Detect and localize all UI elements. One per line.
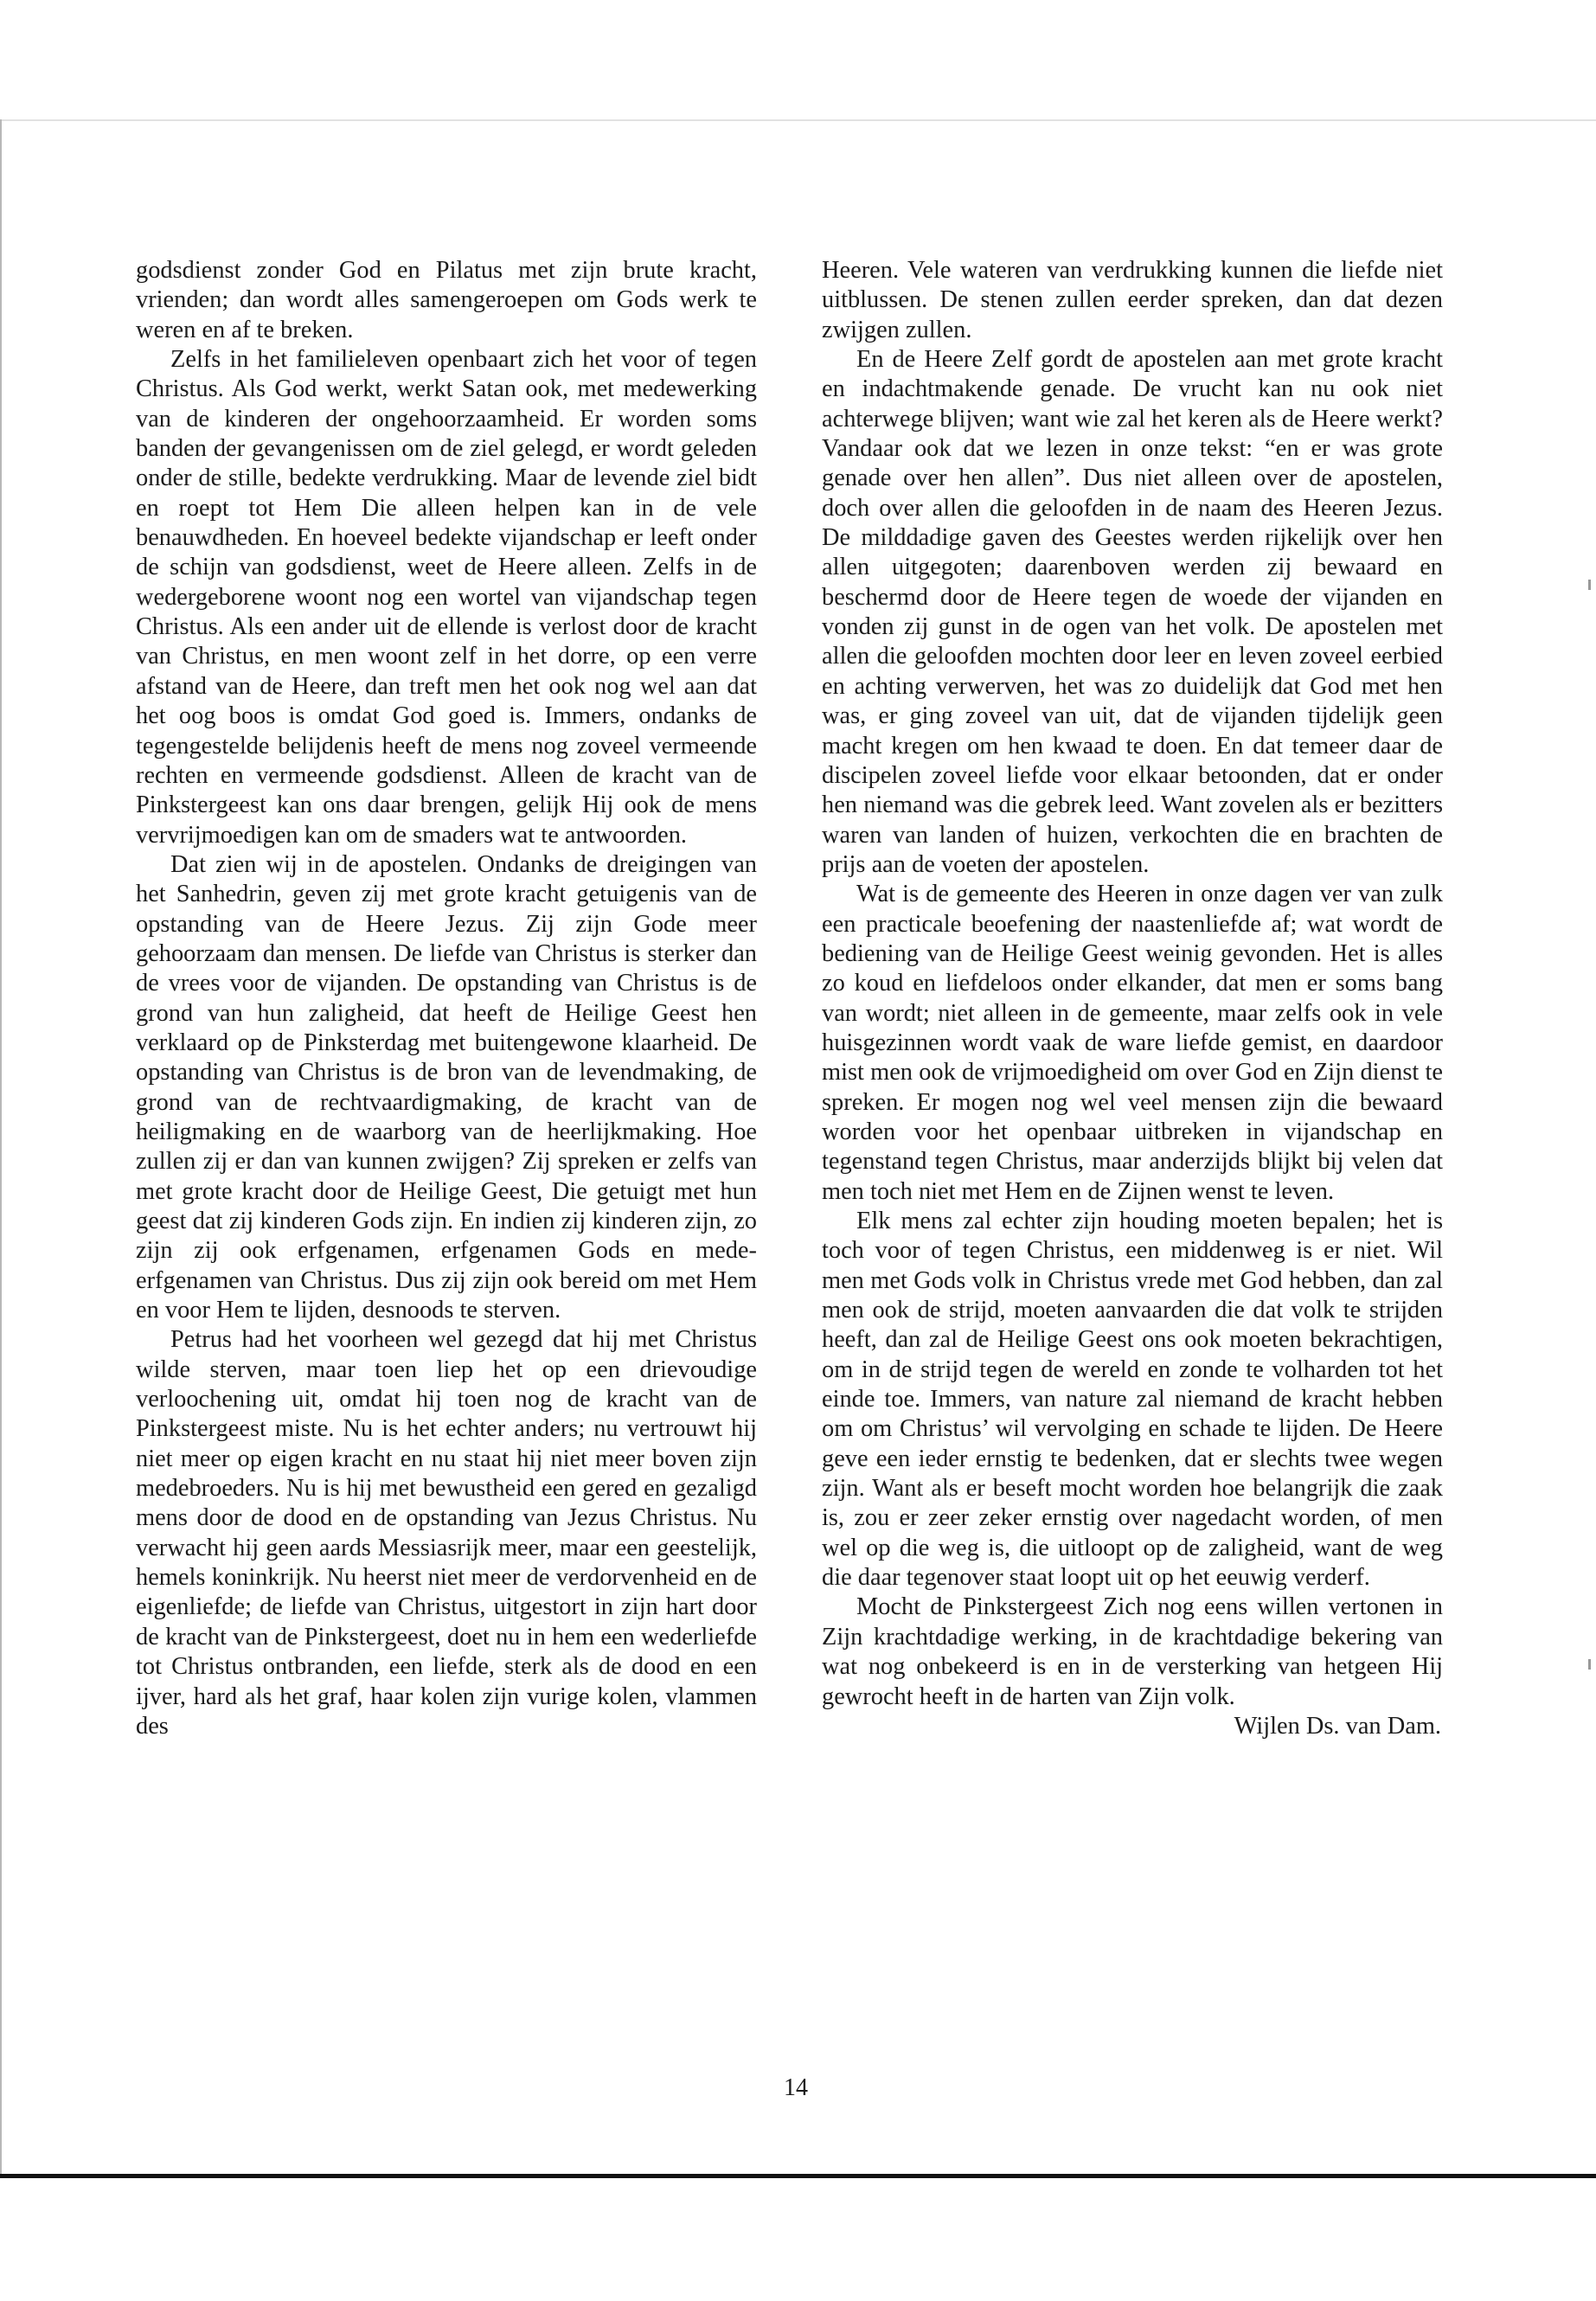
paragraph: En de Heere Zelf gordt de apostelen aan met grote kracht en indachtmakende genade. De vrucht kan nu ook niet achterwege blijven; want wie zal het keren als de Heere werkt? Vandaar ook dat we lezen in onze tekst: “en er was grote genade over hen allen”. Dus niet alleen over de apostelen, doch over allen die geloofden in de naam des Heeren Jezus. De milddadige gaven des Geestes werden rijkelijk over hen allen uitgegoten; daarenboven werden zij bewaard en beschermd door de Heere tegen de woede der vijanden en vonden zij gunst in de ogen van het volk. De apostelen met allen die geloofden mochten door leer en leven zoveel eerbied en achting verwerven, het was zo duidelijk dat God met hen was, er ging zoveel van uit, dat de vijanden tijdelijk geen macht kregen om hen kwaad te doen. En dat temeer daar de discipelen zoveel liefde voor elkaar betoonden, dat er onder hen niemand was die gebrek leed. Want zovelen als er bezitters waren van landen of huizen, verkochten die en brachten de prijs aan de voeten der apostelen.	[822, 346, 1443, 878]
paragraph: Heeren. Vele wateren van verdrukking kunnen die liefde niet uitblussen. De stenen zullen eerder spreken, dan dat dezen zwijgen zullen.	[822, 257, 1443, 343]
scan-mark	[1588, 580, 1591, 590]
signature: Wijlen Ds. van Dam.	[1234, 1712, 1441, 1740]
paragraph: Petrus had het voorheen wel gezegd dat hij met Christus wilde sterven, maar toen liep het op een drievoudige verloochening uit, omdat hij toen nog de kracht van de Pinkstergeest miste. Nu is het echter anders; nu vertrouwt hij niet meer op eigen kracht en nu staat hij niet meer boven zijn medebroeders. Nu is hij met bewustheid een gered en gezaligd mens door de dood en de opstanding van Jezus Christus. Nu verwacht hij geen aards Messiasrijk meer, maar een geestelijk, hemels koninkrijk. Nu heerst niet meer de verdorvenheid en de eigenliefde; de liefde van Christus, uitgestort in zijn hart door de kracht van de Pinkstergeest, doet nu in hem een wederliefde tot Christus ontbranden, een liefde, sterk als de dood en een ijver, hard als het graf, haar kolen zijn vurige kolen, vlammen des	[136, 1326, 757, 1740]
scan-edge-bottom	[0, 2174, 1596, 2178]
right-column	[822, 256, 1443, 1741]
left-column	[136, 256, 757, 1741]
paragraph: Elk mens zal echter zijn houding moeten bepalen; het is toch voor of tegen Christus, een middenweg is er niet. Wil men met Gods volk in Christus vrede met God hebben, dan zal men ook de strijd, moeten aanvaarden die dat volk te strijden heeft, dan zal de Heilige Geest ons ook moeten bekrachtigen, om in de strijd tegen de wereld en zonde te volharden tot het einde toe. Immers, van nature zal niemand de kracht hebben om om Christus’ wil vervolging en schade te lijden. De Heere geve een ieder ernstig te bedenken, dat er slechts twee wegen zijn. Want als er beseft mocht worden hoe belangrijk die zaak is, zou er zeer zeker ernstig over nagedacht worden, of men wel op die weg is, die uitloopt op de zaligheid, want de weg die daar tegenover staat loopt uit op het eeuwig verderf.	[822, 1208, 1443, 1592]
scan-edge-left	[0, 119, 2, 2174]
paragraph: Zelfs in het familieleven openbaart zich het voor of tegen Christus. Als God werkt, werkt Satan ook, met medewerking van de kinderen der ongehoorzaamheid. Er worden soms banden der gevangenissen om de ziel gelegd, er wordt geleden onder de stille, bedekte verdrukking. Maar de levende ziel bidt en roept tot Hem Die alleen helpen kan in de vele benauwdheden. En hoeveel bedekte vijandschap er leeft onder de schijn van godsdienst, weet de Heere alleen. Zelfs in de wedergeborene woont nog een wortel van vijandschap tegen Christus. Als een ander uit de ellende is verlost door de kracht van Christus, en men woont zelf in het dorre, op een verre afstand van de Heere, dan treft men het ook nog wel aan dat het oog boos is omdat God goed is. Immers, ondanks de tegengestelde belijdenis heeft de mens nog zoveel vermeende rechten en vermeende godsdienst. Alleen de kracht van de Pinkstergeest kan ons daar brengen, gelijk Hij ook de mens vervrijmoedigen kan om de smaders wat te antwoorden.	[136, 346, 757, 849]
paragraph: Mocht de Pinkstergeest Zich nog eens willen vertonen in Zijn krachtdadige werking, in de krachtdadige bekering van wat nog onbekeerd is en in de versterking van hetgeen Hij gewrocht heeft in de harten van Zijn volk.	[822, 1593, 1443, 1710]
page-number: 14	[784, 2074, 808, 2101]
paragraph: Dat zien wij in de apostelen. Ondanks de dreigingen van het Sanhedrin, geven zij met grote kracht getuigenis van de opstanding van de Heere Jezus. Zij zijn Gode meer gehoorzaam dan mensen. De liefde van Christus is sterker dan de vrees voor de vijanden. De opstanding van Christus is de grond van hun zaligheid, dat heeft de Heilige Geest hen verklaard op de Pinksterdag met buitengewone klaarheid. De opstanding van Christus is de bron van de levendmaking, de grond van de rechtvaardigmaking, de kracht van de heiligmaking en de waarborg van de heerlijkmaking. Hoe zullen zij er dan van kunnen zwijgen? Zij spreken er zelfs van met grote kracht door de Heilige Geest, Die getuigt met hun geest dat zij kinderen Gods zijn. En indien zij kinderen zijn, zo zijn zij ook erfgenamen, erfgenamen Gods en mede-erfgenamen van Christus. Dus zij zijn ook bereid om met Hem en voor Hem te lijden, desnoods te sterven.	[136, 850, 757, 1324]
scan-mark	[1588, 1659, 1591, 1670]
scan-edge-top	[0, 119, 1596, 121]
paragraph: Wat is de gemeente des Heeren in onze dagen ver van zulk een practicale beoefening der naastenliefde af; wat wordt de bediening van de Heilige Geest weinig gevonden. Het is alles zo koud en liefdeloos onder elkander, dat men er soms bang van wordt; niet alleen in de gemeente, maar zelfs ook in vele huisgezinnen wordt vaak de ware liefde gemist, en daardoor mist men ook de vrijmoedigheid om over God en Zijn dienst te spreken. Er mogen nog wel veel mensen zijn die bewaard worden voor het openbaar uitbreken in vijandschap en tegenstand tegen Christus, maar anderzijds blijkt bij velen dat men toch niet met Hem en de Zijnen wenst te leven.	[822, 881, 1443, 1205]
paragraph: godsdienst zonder God en Pilatus met zijn brute kracht, vrienden; dan wordt alles samengeroepen om Gods werk te weren en af te breken.	[136, 257, 757, 343]
